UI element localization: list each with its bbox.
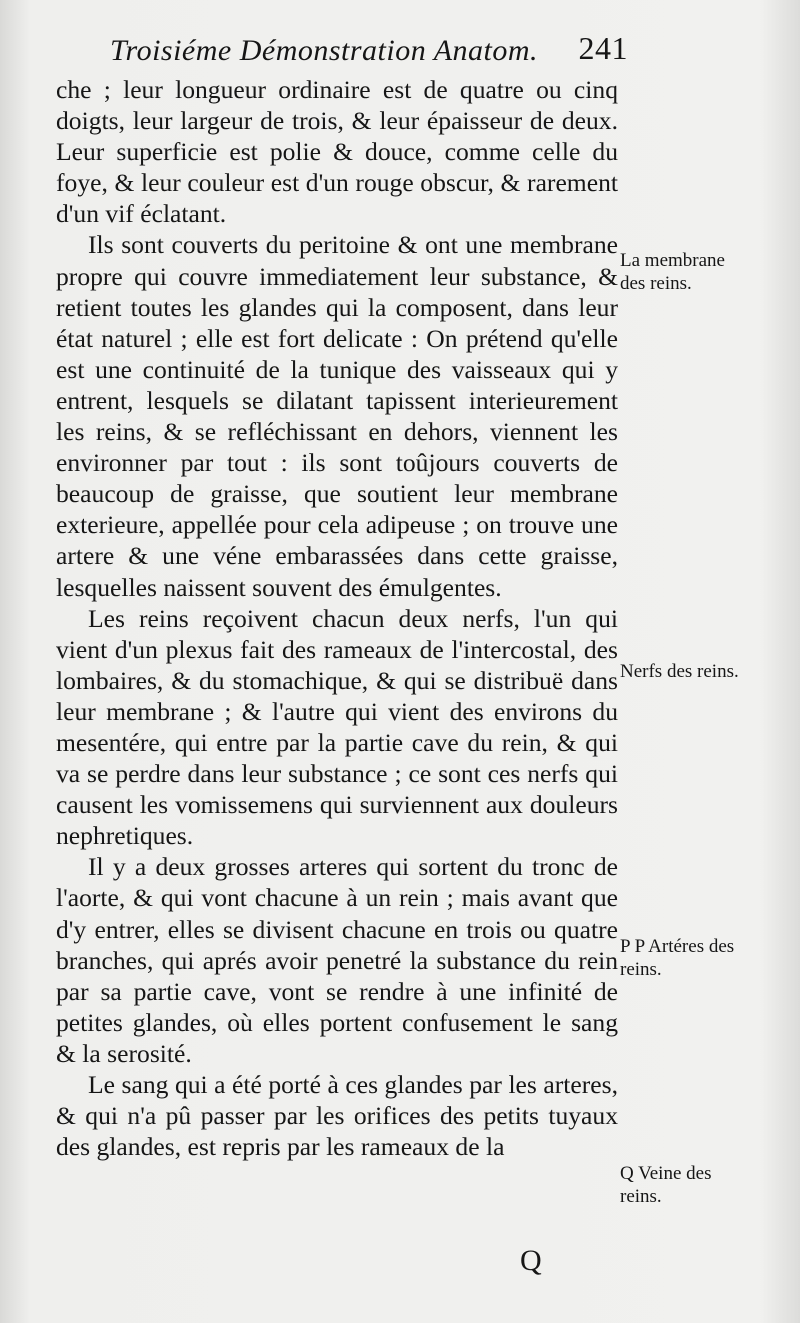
page-number: 241 bbox=[578, 30, 628, 66]
running-head-title: Troisiéme Démonstration Anatom. bbox=[110, 34, 539, 67]
margin-note: La membrane des reins. bbox=[620, 250, 725, 294]
paragraph: Il y a deux grosses arteres qui sortent du tronc de l'aorte, & qui vont chacune à un rein ; mais avant que d'y entrer, elles se divisent chacune en trois ou quatre branches, qui aprés avoir penetré la substance du rein par sa partie cave, vont se rendre à une infinité de petites glandes, où elles portent confusement le sang & la serosité. bbox=[56, 852, 618, 1068]
paragraph: Le sang qui a été porté à ces glandes par les arteres, & qui n'a pû passer par les orifices des petits tuyaux des glandes, est repris par les rameaux de la bbox=[56, 1070, 618, 1162]
paragraph: Les reins reçoivent chacun deux nerfs, l'un qui vient d'un plexus fait des rameaux de l'intercostal, des lombaires, & du stomachique, & qui se distribuë dans leur membrane ; & l'autre qui vient des environs du mesentére, qui entre par la partie cave du rein, & qui va se perdre dans leur substance ; ce sont ces nerfs qui causent les vomissemens qui surviennent aux douleurs nephretiques. bbox=[56, 603, 618, 851]
margin-note: Q Veine des reins. bbox=[620, 1163, 712, 1207]
signature-mark: Q bbox=[520, 1244, 542, 1277]
margin-note: Nerfs des reins. bbox=[620, 661, 739, 682]
paragraph: Ils sont couverts du peritoine & ont une membrane propre qui couvre immediatement leur substance, & retient toutes les glandes qui la composent, dans leur état naturel ; elle est fort delicate : On prétend qu'elle est une continuité de la tunique des vaisseaux qui y entrent, lesquels se dilatant tapissent interieurement les reins, & se refléchissant en dehors, viennent les environner par tout : ils sont toûjours couverts de beaucoup de graisse, que soutient leur membrane exterieure, appellée pour cela adipeuse ; on trouve une artere & une véne embarassées dans cette graisse, lesquelles naissent souvent des émulgentes. bbox=[56, 230, 618, 602]
main-text-column bbox=[56, 74, 618, 1162]
paragraph: che ; leur longueur ordinaire est de quatre ou cinq doigts, leur largeur de trois, & leur épaisseur de deux. Leur superficie est polie & douce, comme celle du foye, & leur couleur est d'un rouge obscur, & rarement d'un vif éclatant. bbox=[56, 75, 618, 229]
running-head bbox=[100, 30, 640, 74]
margin-note: P P Artéres des reins. bbox=[620, 936, 735, 980]
